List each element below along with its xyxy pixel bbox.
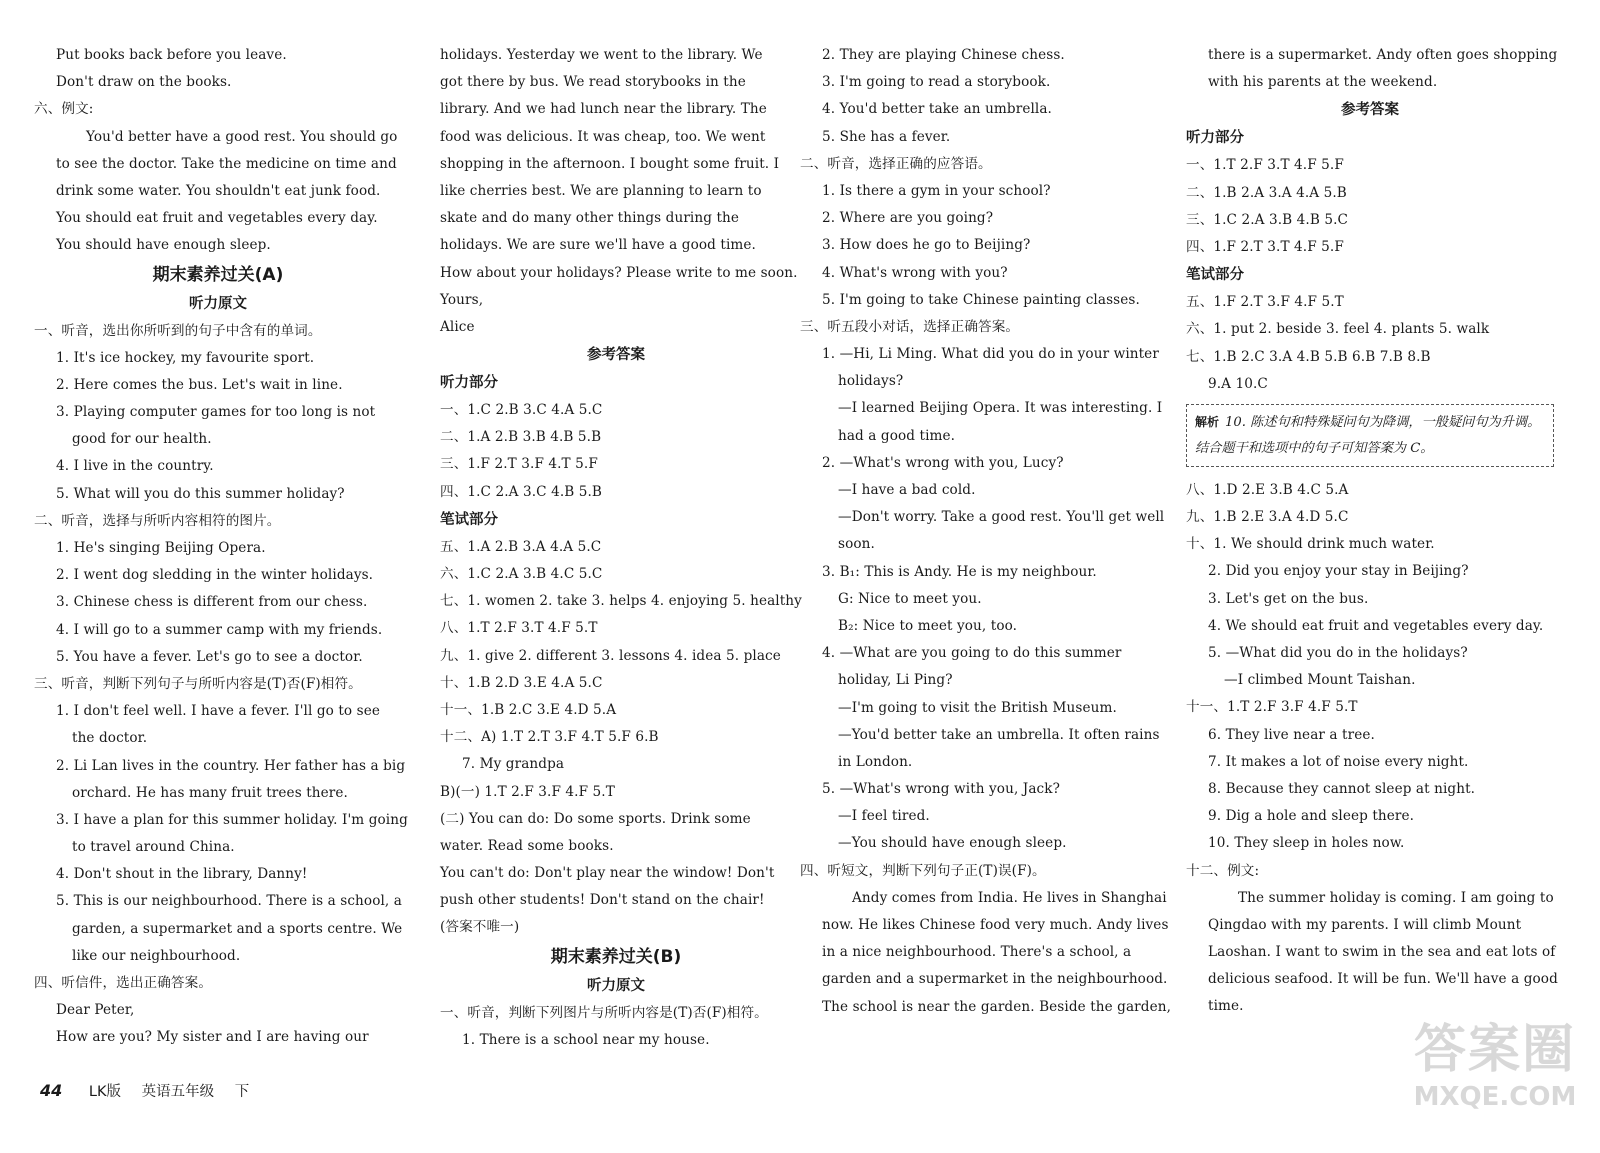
text-line: 5. This is our neighbourhood. There is a school, a — [56, 893, 402, 910]
text-line: 6. They live near a tree. — [1208, 726, 1375, 743]
text-line: 八、1.T 2.F 3.T 4.F 5.T — [440, 620, 598, 637]
volume-label: 下 — [234, 1084, 250, 1100]
text-line: 六、例文: — [34, 101, 94, 118]
section-subtitle: 听力原文 — [189, 295, 247, 312]
watermark-icon: 答案圈 — [1413, 1020, 1576, 1080]
text-line: 2. Where are you going? — [822, 210, 994, 227]
text-line: Yours, — [440, 291, 484, 308]
text-line: 3. Playing computer games for too long is not — [56, 404, 376, 421]
text-line: 4. What's wrong with you? — [822, 264, 1008, 281]
text-line: 三、1.C 2.A 3.B 4.B 5.C — [1186, 211, 1349, 228]
watermark-logo — [1400, 1018, 1590, 1138]
text-line: 4. I live in the country. — [56, 458, 214, 475]
text-line: 7. It makes a lot of noise every night. — [1208, 753, 1469, 770]
text-line: the doctor. — [72, 730, 148, 747]
text-line: B₂: Nice to meet you, too. — [838, 617, 1018, 634]
text-line: 十一、1.B 2.C 3.E 4.D 5.A — [440, 701, 617, 718]
text-line: (二) You can do: Do some sports. Drink some — [440, 810, 751, 827]
text-line: shopping in the afternoon. I bought some fruit. I — [440, 155, 780, 172]
text-line: 二、1.B 2.A 3.A 4.A 5.B — [1186, 184, 1347, 201]
text-line: How about your holidays? Please write to me soon. — [440, 264, 798, 281]
text-line: 1. He's singing Beijing Opera. — [56, 540, 266, 556]
text-line: in London. — [838, 753, 913, 770]
section-title: 期末素养过关(A) — [152, 264, 284, 285]
text-line: 三、听音，判断下列句子与所听内容是(T)否(F)相符。 — [34, 675, 362, 692]
text-line: 2. Did you enjoy your stay in Beijing? — [1208, 563, 1469, 580]
text-line: —You should have enough sleep. — [838, 835, 1067, 852]
text-line: 六、1. put 2. beside 3. feel 4. plants 5. walk — [1186, 321, 1490, 338]
text-line: 9. Dig a hole and sleep there. — [1208, 808, 1415, 825]
watermark-url: MXQE.COM — [1413, 1082, 1577, 1112]
section-subtitle: 参考答案 — [1341, 102, 1399, 119]
text-line: water. Read some books. — [440, 837, 614, 854]
text-line: push other students! Don't stand on the chair! — [440, 892, 765, 909]
text-line: delicious seafood. It will be fun. We'll have a good — [1208, 971, 1558, 988]
text-line: 五、1.A 2.B 3.A 4.A 5.C — [440, 538, 602, 555]
text-line: had a good time. — [838, 427, 956, 444]
text-line: Dear Peter, — [56, 1002, 135, 1019]
text-line: skate and do many other things during the — [440, 210, 740, 227]
text-line: 九、1.B 2.E 3.A 4.D 5.C — [1186, 509, 1349, 526]
text-line: 十一、1.T 2.F 3.F 4.F 5.T — [1186, 699, 1358, 716]
text-line: 2. I went dog sledding in the winter holidays. — [56, 567, 374, 584]
text-line: Don't draw on the books. — [56, 74, 232, 91]
text-line: 九、1. give 2. different 3. lessons 4. idea 5. place — [440, 647, 781, 664]
text-line: 十、1.B 2.D 3.E 4.A 5.C — [440, 674, 603, 691]
text-line: holidays. We are sure we'll have a good time. — [440, 237, 756, 254]
section-heading: 笔试部分 — [440, 511, 498, 528]
text-line: 3. Chinese chess is different from our chess. — [56, 594, 368, 611]
text-line: 一、1.T 2.F 3.T 4.F 5.F — [1186, 157, 1344, 174]
text-line: You can't do: Don't play near the window! Don't — [440, 865, 775, 882]
text-line: orchard. He has many fruit trees there. — [72, 784, 348, 801]
text-line: 八、1.D 2.E 3.B 4.C 5.A — [1186, 481, 1349, 498]
text-line: Alice — [440, 318, 475, 335]
text-line: 4. You'd better take an umbrella. — [822, 101, 1052, 118]
text-line: like our neighbourhood. — [72, 947, 241, 964]
text-line: (答案不唯一) — [440, 919, 520, 936]
text-line: You should eat fruit and vegetables every day. — [56, 210, 378, 227]
text-line: —I'm going to visit the British Museum. — [838, 699, 1117, 716]
text-line: 5. You have a fever. Let's go to see a doctor. — [56, 648, 363, 665]
text-line: 4. —What are you going to do this summer — [822, 645, 1122, 662]
text-line: —I feel tired. — [838, 808, 930, 825]
text-line: Qingdao with my parents. I will climb Mount — [1208, 916, 1522, 933]
text-line: —I climbed Mount Taishan. — [1224, 672, 1416, 689]
column-4-answers — [1186, 42, 1558, 398]
section-subtitle: 参考答案 — [587, 347, 645, 364]
text-line: 2. They are playing Chinese chess. — [822, 47, 1065, 63]
text-line: 3. Let's get on the bus. — [1208, 590, 1369, 607]
text-line: B)(一) 1.T 2.F 3.F 4.F 5.T — [440, 783, 615, 800]
text-line: 5. —What's wrong with you, Jack? — [822, 781, 1060, 798]
text-line: to see the doctor. Take the medicine on time and — [56, 155, 397, 172]
text-line: holidays. Yesterday we went to the library. We — [440, 47, 763, 63]
text-line: 4. We should eat fruit and vegetables every day. — [1208, 617, 1544, 634]
text-line: 4. I will go to a summer camp with my friends. — [56, 621, 383, 638]
section-heading: 笔试部分 — [1186, 267, 1244, 284]
text-line: there is a supermarket. Andy often goes shopping — [1208, 47, 1558, 63]
text-line: Put books back before you leave. — [56, 47, 287, 63]
text-line: —I have a bad cold. — [838, 482, 976, 498]
subject-label: 英语五年级 — [141, 1084, 215, 1100]
text-line: in a nice neighbourhood. There's a school, a — [822, 944, 1132, 961]
text-line: now. He likes Chinese food very much. Andy lives — [822, 917, 1169, 933]
text-line: The school is near the garden. Beside the garden, — [822, 998, 1172, 1015]
text-line: 四、1.F 2.T 3.T 4.F 5.F — [1186, 238, 1344, 255]
column-4-answers-continued — [1186, 477, 1558, 1021]
text-line: 二、听音，选择正确的应答语。 — [800, 155, 992, 172]
text-line: 二、听音，选择与所听内容相符的图片。 — [34, 512, 281, 529]
text-line: holidays? — [838, 373, 904, 390]
text-line: 5. —What did you do in the holidays? — [1208, 645, 1468, 661]
analysis-note — [1186, 404, 1554, 467]
text-line: 2. Here comes the bus. Let's wait in line. — [56, 376, 343, 393]
text-line: 2. Li Lan lives in the country. Her father has a big — [56, 757, 406, 774]
page-number: 44 — [40, 1081, 63, 1100]
text-line: —You'd better take an umbrella. It often rains — [838, 726, 1160, 743]
text-line: —I learned Beijing Opera. It was interesting. I — [838, 400, 1163, 417]
text-line: 1. —Hi, Li Ming. What did you do in your winter — [822, 346, 1159, 363]
text-line: 8. Because they cannot sleep at night. — [1208, 780, 1476, 797]
text-line: 七、1.B 2.C 3.A 4.B 5.B 6.B 7.B 8.B — [1186, 348, 1431, 365]
text-line: garden and a supermarket in the neighbourhood. — [822, 971, 1168, 988]
text-line: 四、听信件，选出正确答案。 — [34, 975, 213, 991]
edition-label: LK版 — [88, 1084, 121, 1100]
analysis-label: 解析 — [1195, 414, 1220, 429]
text-line: 3. I'm going to read a storybook. — [822, 74, 1051, 91]
text-line: 一、1.C 2.B 3.C 4.A 5.C — [440, 402, 603, 419]
text-line: 3. I have a plan for this summer holiday. I'm going — [56, 811, 408, 828]
text-line: with his parents at the weekend. — [1208, 74, 1438, 91]
text-line: 三、1.F 2.T 3.F 4.T 5.F — [440, 456, 598, 473]
text-line: 五、1.F 2.T 3.F 4.F 5.T — [1186, 294, 1344, 311]
text-line: Laoshan. I want to swim in the sea and eat lots of — [1208, 944, 1556, 961]
text-line: 一、听音，选出你所听到的句子中含有的单词。 — [34, 322, 322, 339]
text-line: 9.A 10.C — [1208, 375, 1268, 392]
text-line: 1. It's ice hockey, my favourite sport. — [56, 349, 315, 366]
section-subtitle: 听力原文 — [587, 977, 645, 994]
text-line: How are you? My sister and I are having our — [56, 1029, 369, 1046]
analysis-text: 10. 陈述句和特殊疑问句为降调，一般疑问句为升调。结合题干和选项中的句子可知答案为 C。 — [1195, 414, 1541, 456]
text-line: garden, a supermarket and a sports centre. We — [72, 920, 403, 937]
page-footer — [40, 1080, 265, 1101]
text-line: The summer holiday is coming. I am going to — [1238, 889, 1554, 906]
text-line: 1. I don't feel well. I have a fever. I'll go to see — [56, 703, 380, 720]
text-line: got there by bus. We read storybooks in the — [440, 74, 746, 91]
text-line: soon. — [838, 536, 875, 553]
text-line: time. — [1208, 998, 1244, 1015]
text-line: like cherries best. We are planning to learn to — [440, 182, 762, 199]
text-line: 七、1. women 2. take 3. helps 4. enjoying 5. healthy — [440, 593, 802, 610]
text-line: 3. How does he go to Beijing? — [822, 237, 1031, 254]
text-line: 1. Is there a gym in your school? — [822, 182, 1051, 199]
text-line: —Don't worry. Take a good rest. You'll get well — [838, 509, 1165, 526]
text-line: 10. They sleep in holes now. — [1208, 835, 1405, 852]
text-line: G: Nice to meet you. — [838, 590, 982, 607]
text-line: to travel around China. — [72, 839, 235, 856]
text-line: 三、听五段小对话，选择正确答案。 — [800, 318, 1020, 335]
section-heading: 听力部分 — [440, 375, 498, 392]
column-3 — [800, 42, 1172, 1021]
text-line: food was delicious. It was cheap, too. We went — [440, 128, 766, 145]
text-line: drink some water. You shouldn't eat junk food. — [56, 182, 381, 199]
text-line: good for our health. — [72, 431, 212, 448]
text-line: 1. There is a school near my house. — [462, 1031, 710, 1048]
text-line: 2. —What's wrong with you, Lucy? — [822, 454, 1064, 471]
text-line: 5. I'm going to take Chinese painting classes. — [822, 291, 1140, 308]
text-line: 7. My grandpa — [462, 756, 565, 773]
column-1 — [34, 42, 408, 1052]
text-line: 四、1.C 2.A 3.C 4.B 5.B — [440, 483, 603, 500]
text-line: You'd better have a good rest. You should go — [86, 128, 398, 145]
text-line: 十二、A) 1.T 2.T 3.F 4.T 5.F 6.B — [440, 729, 659, 746]
text-line: 四、听短文，判断下列句子正(T)误(F)。 — [800, 862, 1046, 879]
text-line: 4. Don't shout in the library, Danny! — [56, 866, 308, 883]
section-heading: 听力部分 — [1186, 130, 1244, 147]
text-line: 一、听音，判断下列图片与所听内容是(T)否(F)相符。 — [440, 1004, 768, 1021]
text-line: holiday, Li Ping? — [838, 672, 953, 689]
column-2 — [440, 42, 802, 1054]
text-line: 十、1. We should drink much water. — [1186, 536, 1435, 553]
text-line: 5. What will you do this summer holiday? — [56, 485, 345, 502]
text-line: library. And we had lunch near the library. The — [440, 101, 767, 118]
text-line: 二、1.A 2.B 3.B 4.B 5.B — [440, 429, 602, 446]
text-line: Andy comes from India. He lives in Shanghai — [852, 889, 1167, 906]
text-line: 5. She has a fever. — [822, 128, 951, 145]
text-line: 六、1.C 2.A 3.B 4.C 5.C — [440, 566, 603, 582]
text-line: You should have enough sleep. — [56, 237, 271, 254]
column-4 — [1186, 42, 1558, 1021]
text-line: 3. B₁: This is Andy. He is my neighbour. — [822, 563, 1097, 580]
text-line: 十二、例文: — [1186, 862, 1260, 879]
section-title: 期末素养过关(B) — [550, 946, 682, 967]
